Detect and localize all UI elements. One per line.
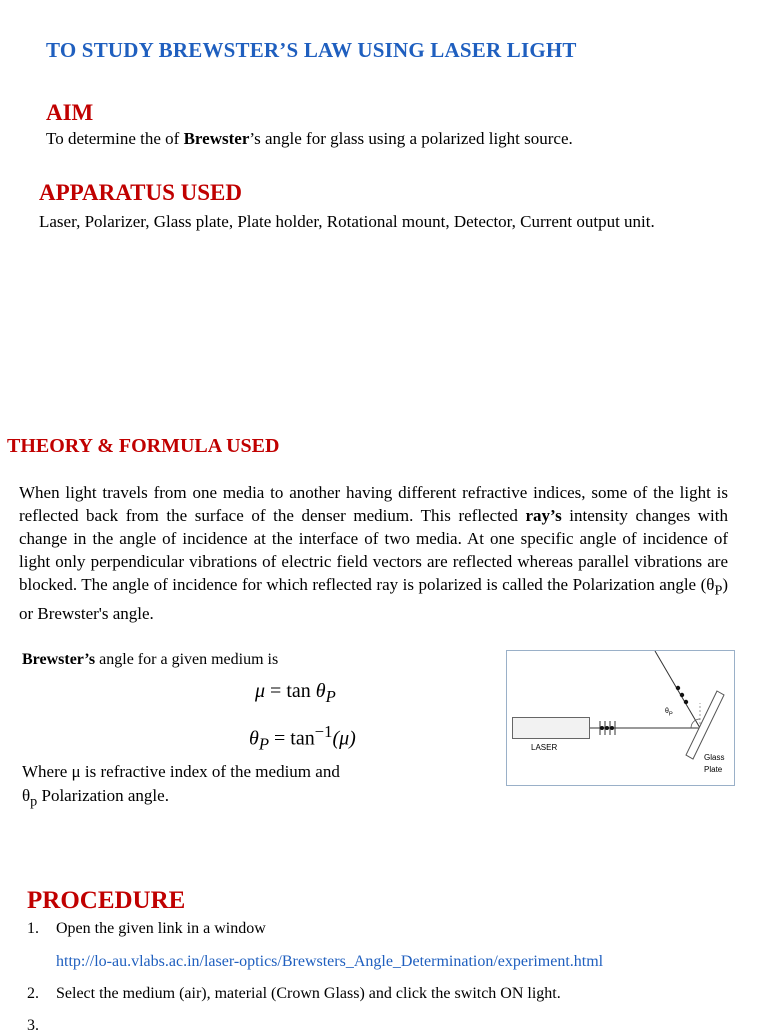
glass-label-line: Glass xyxy=(704,753,725,762)
aim-text-bold: Brewster xyxy=(183,129,250,148)
step-text: Open the given link in a window xyxy=(56,920,266,937)
procedure-heading: PROCEDURE xyxy=(27,887,186,914)
theta-subscript: P xyxy=(668,711,673,718)
step-number: 2. xyxy=(27,985,39,1002)
theory-subscript: P xyxy=(714,582,723,599)
theta-symbol: θ xyxy=(665,708,669,715)
formula-superscript: −1 xyxy=(314,722,333,741)
laser-device xyxy=(512,717,590,739)
where-text xyxy=(22,760,340,813)
formula-subscript: P xyxy=(325,687,336,706)
procedure-step xyxy=(27,985,561,1003)
theory-text-bold: ray’s xyxy=(525,506,562,525)
theory-text: ) or Brewster's angle. xyxy=(19,575,728,624)
glass-label-line: Plate xyxy=(704,765,723,774)
formula-operator: = tan xyxy=(269,727,315,750)
theory-text: intensity changes with change in the angle of incidence at the interface of two media. At one specific angle of incidence of light only perpendicular vibrations of electric field vectors are reflected whereas parallel vibrations are blocked. The angle of incidence for which reflected ray is polarized is called the Polarization angle (θ xyxy=(19,506,729,594)
theory-paragraph xyxy=(19,481,728,625)
formula-theta xyxy=(249,722,356,755)
brewster-rest: angle for a given medium is xyxy=(95,651,279,668)
formula-operator: = tan xyxy=(265,680,316,702)
procedure-step xyxy=(27,920,266,938)
where-line: Where μ is refractive index of the medium and xyxy=(22,762,340,781)
aim-text-part: To determine the of xyxy=(46,129,184,148)
experiment-link[interactable]: http://lo-au.vlabs.ac.in/laser-optics/Brewsters_Angle_Determination/experiment.html xyxy=(56,953,604,970)
step-number: 1. xyxy=(27,920,39,937)
where-subscript: p xyxy=(30,793,38,810)
page-title: TO STUDY BREWSTER’S LAW USING LASER LIGHT xyxy=(46,38,577,62)
brewster-bold: Brewster’s xyxy=(22,651,96,668)
aim-heading: AIM xyxy=(46,100,94,125)
formula-theta: θ xyxy=(315,680,326,702)
formula-theta: θ xyxy=(249,727,259,750)
step-number: 3. xyxy=(27,1017,39,1034)
step-text: Select the medium (air), material (Crown Glass) and click the switch ON light. xyxy=(56,985,561,1002)
theta-label xyxy=(665,708,673,717)
formula-mu xyxy=(255,680,336,707)
where-line: Polarization angle. xyxy=(37,786,169,805)
aim-text-part: ’s angle for glass using a polarized light source. xyxy=(249,129,573,148)
polarization-dots xyxy=(600,686,688,730)
formula-argument: (μ) xyxy=(332,727,356,750)
glass-plate-label xyxy=(704,752,724,776)
formula-mu-symbol: μ xyxy=(255,680,266,702)
theory-heading: THEORY & FORMULA USED xyxy=(7,435,280,457)
where-theta: θ xyxy=(22,786,31,805)
procedure-step xyxy=(27,1017,56,1035)
formula-subscript: P xyxy=(258,734,270,754)
laser-label: LASER xyxy=(531,743,558,752)
aim-text xyxy=(46,129,573,149)
theory-text: When light travels from one media to another having different refractive indices, some of the light is reflected back from the surface of the denser medium. This reflected xyxy=(19,483,728,525)
apparatus-text: Laser, Polarizer, Glass plate, Plate holder, Rotational mount, Detector, Current output unit. xyxy=(39,212,655,231)
brewster-intro xyxy=(22,651,278,669)
apparatus-heading: APPARATUS USED xyxy=(39,180,242,205)
